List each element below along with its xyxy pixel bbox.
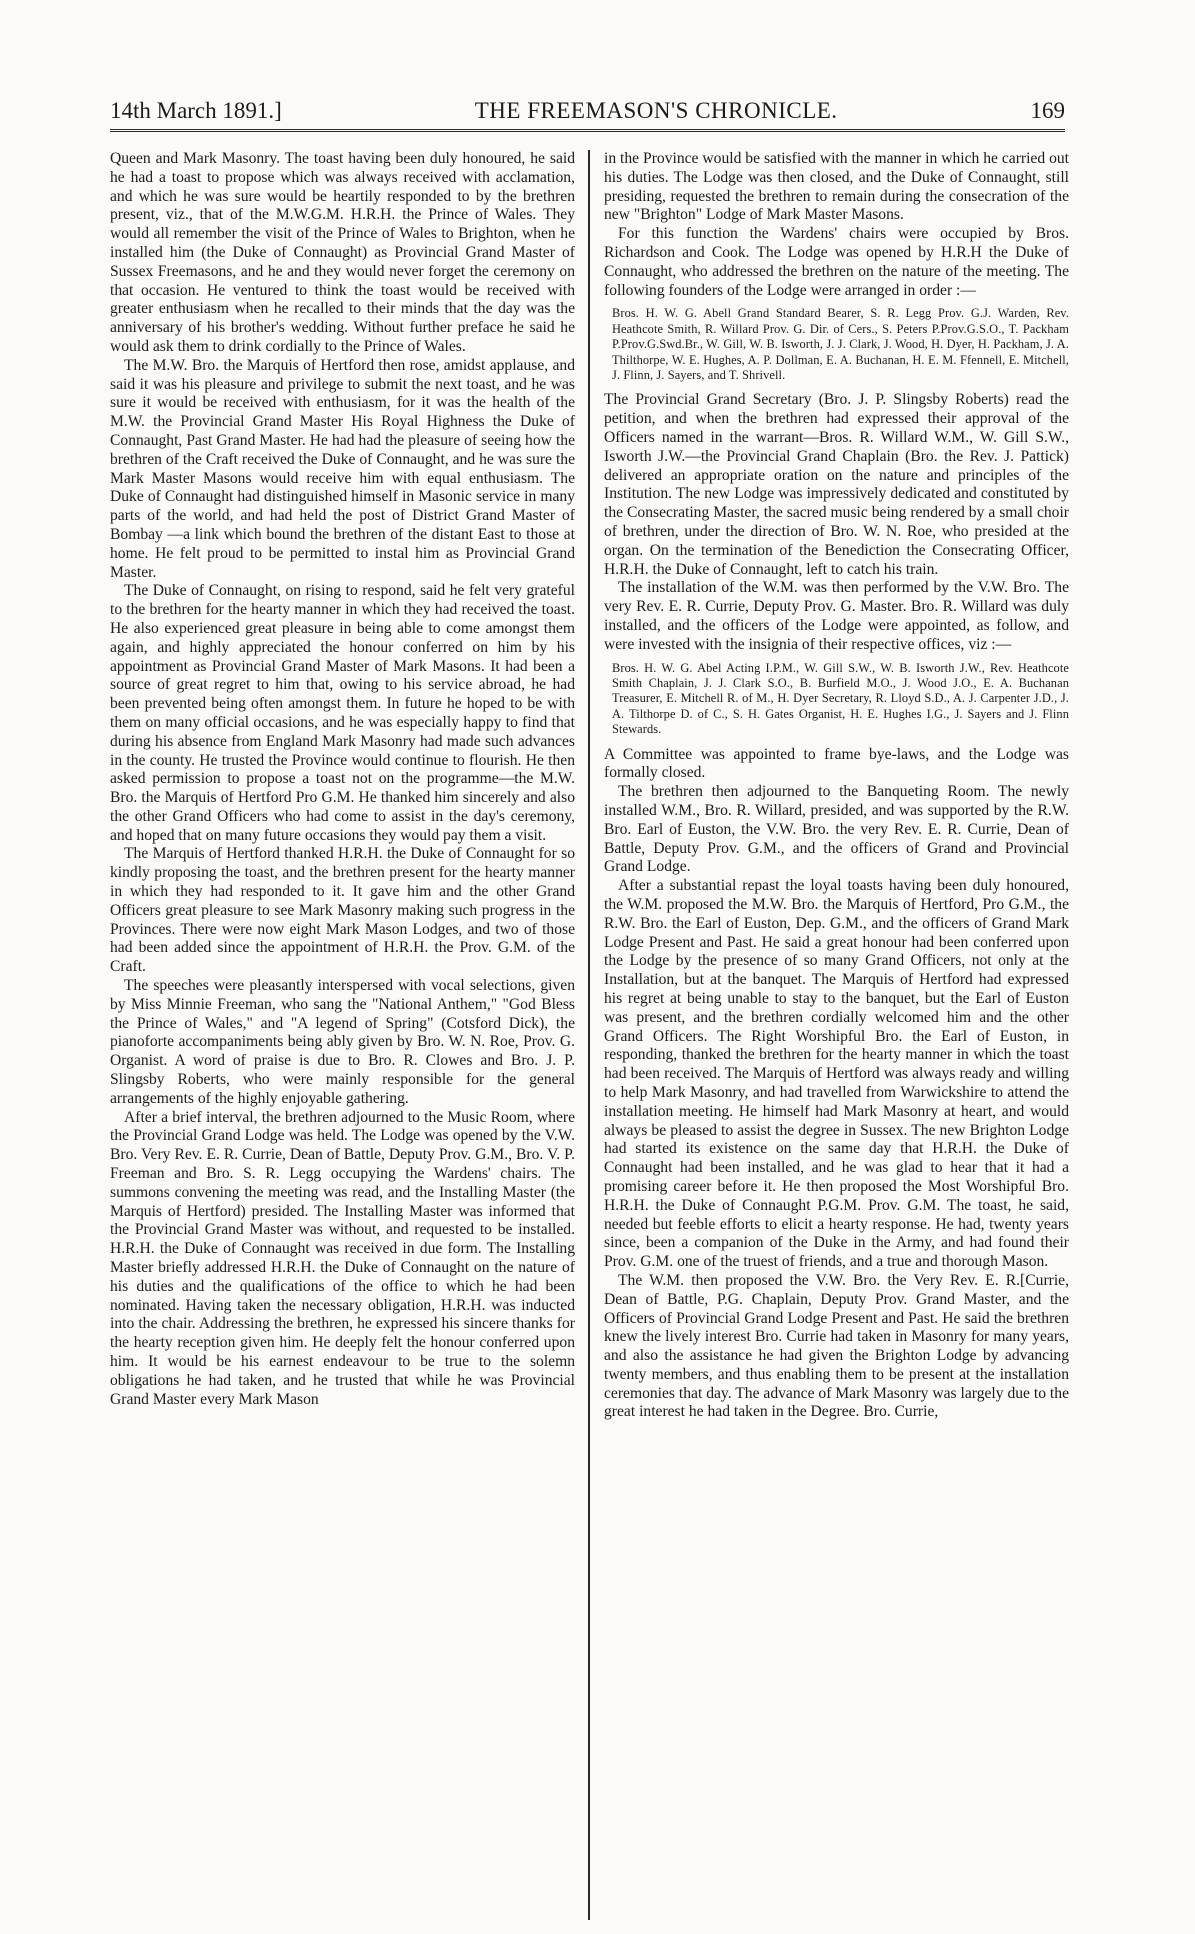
header-rule — [110, 129, 1065, 132]
paragraph: For this function the Wardens' chairs were occupied by Bros. Richardson and Cook. The Lodge was opened by H.R.H the Duke of Connaught, who addressed the brethren on the nature of the meeting. The following founders of the Lodge were arranged in order :— — [604, 225, 1069, 299]
paragraph: The W.M. then proposed the V.W. Bro. the Very Rev. E. R.[Currie, Dean of Battle, P.G. Chaplain, Deputy Prov. Grand Master, and the Officers of Provincial Grand Lodge Present and Past. He said the brethren knew the lively interest Bro. Currie had taken in Masonry for many years, and also the assistance he had given the Brighton Lodge by advancing twenty members, and thus enabling them to be present at the installation ceremonies that day. The advance of Mark Masonry was largely due to the great interest he had taken in the Degree. Bro. Currie, — [604, 1271, 1069, 1421]
page-number: 169 — [1030, 98, 1065, 123]
right-column — [604, 150, 1069, 1920]
publication-title: THE FREEMASON'S CHRONICLE. — [474, 98, 838, 123]
officers-list: Bros. H. W. G. Abel Acting I.P.M., W. Gill S.W., W. B. Isworth J.W., Rev. Heathcote Smith Chaplain, J. J. Clark S.O., B. Burfield M.O., J. Wood J.O., E. A. Buchanan Treasurer, E. Mitchell R. of M., H. Dyer Secretary, R. Lloyd S.D., A. J. Carpenter J.D., J. A. Tilthorpe D. of C., S. H. Gates Organist, H. E. Hughes I.G., J. Sayers and J. Flinn Stewards. — [612, 660, 1069, 737]
paragraph: The M.W. Bro. the Marquis of Hertford then rose, amidst applause, and said it was his pleasure and privilege to submit the next toast, and he was sure it would be received with enthusiasm, for it was the health of the M.W. the Provincial Grand Master His Royal Highness the Duke of Connaught, Past Grand Master. He had had the pleasure of seeing how the brethren of the Craft received the Duke of Connaught, and he was sure the Mark Master Masons would receive him with equal enthusiasm. The Duke of Connaught had distinguished himself in Masonic service in many parts of the world, and had held the post of District Grand Master of Bombay —a link which bound the brethren of the distant East to those at home. He felt proud to be permitted to instal him as Provincial Grand Master. — [110, 356, 575, 581]
column-rule — [588, 150, 590, 1920]
founders-list: Bros. H. W. G. Abell Grand Standard Bearer, S. R. Legg Prov. G.J. Warden, Rev. Heathcote Smith, R. Willard Prov. G. Dir. of Cers., S. Peters P.Prov.G.S.O., T. Packham P.Prov.G.Swd.Br., W. Gill, W. B. Isworth, J. J. Clark, J. Wood, H. Dyer, H. Packham, J. A. Thilthorpe, W. E. Hughes, A. P. Dollman, E. A. Buchanan, H. E. M. Ffennell, E. Mitchell, J. Flinn, J. Sayers, and T. Shrivell. — [612, 306, 1069, 382]
left-column — [110, 150, 575, 1920]
paragraph: in the Province would be satisfied with the manner in which he carried out his duties. The Lodge was then closed, and the Duke of Connaught, still presiding, requested the brethren to remain during the consecration of the new "Brighton" Lodge of Mark Master Masons. — [604, 150, 1069, 224]
paragraph: The Marquis of Hertford thanked H.R.H. the Duke of Connaught for so kindly proposing the toast, and the brethren present for the hearty manner in which they had responded to it. It gave him and the other Grand Officers great pleasure to see Mark Masonry making such progress in the Provinces. There were now eight Mark Mason Lodges, and two of those had been added since the appointment of H.R.H. the Prov. G.M. of the Craft. — [110, 845, 575, 976]
paragraph: The speeches were pleasantly interspersed with vocal selections, given by Miss Minnie Freeman, who sang the "National Anthem," "God Bless the Prince of Wales," and "A legend of Spring" (Cotsford Dick), the pianoforte accompaniments being ably given by Bro. W. N. Roe, Prov. G. Organist. A word of praise is due to Bro. R. Clowes and Bro. J. P. Slingsby Roberts, who were mainly responsible for the general arrangements of the highly enjoyable gathering. — [110, 977, 575, 1107]
paragraph: A Committee was appointed to frame bye-laws, and the Lodge was formally closed. — [604, 745, 1069, 782]
paragraph: Queen and Mark Masonry. The toast having been duly honoured, he said he had a toast to propose which was always received with acclamation, and which he was sure would be heartily responded to by the brethren present, viz., that of the M.W.G.M. H.R.H. the Prince of Wales. They would all remember the visit of the Prince of Wales to Brighton, when he installed him (the Duke of Connaught) as Provincial Grand Master of Sussex Freemasons, and he and they would never forget the ceremony on that occasion. He ventured to think the toast would be received with greater enthusiasm when he recalled to their minds that the day was the anniversary of his brother's wedding. Without further preface he said he would ask them to drink cordially to the Prince of Wales. — [110, 150, 575, 355]
paragraph: The brethren then adjourned to the Banqueting Room. The newly installed W.M., Bro. R. Willard, presided, and was supported by the R.W. Bro. Earl of Euston, the V.W. Bro. the very Rev. E. R. Currie, Dean of Battle, Deputy Prov. G.M., and the officers of Grand and Provincial Grand Lodge. — [604, 783, 1069, 876]
paragraph: The installation of the W.M. was then performed by the V.W. Bro. The very Rev. E. R. Currie, Deputy Prov. G. Master. Bro. R. Willard was duly installed, and the officers of the Lodge were appointed, as follow, and were invested with the insignia of their respective offices, viz :— — [604, 579, 1069, 653]
paragraph: The Provincial Grand Secretary (Bro. J. P. Slingsby Roberts) read the petition, and when the brethren had expressed their approval of the Officers named in the warrant—Bros. R. Willard W.M., W. Gill S.W., Isworth J.W.—the Provincial Grand Chaplain (Bro. the Rev. J. Pattick) delivered an appropriate oration on the nature and principles of the Institution. The new Lodge was impressively dedicated and constituted by the Consecrating Master, the sacred music being rendered by a small choir of brethren, under the direction of Bro. W. N. Roe, who presided at the organ. On the termination of the Benediction the Consecrating Officer, H.R.H. the Duke of Connaught, left to catch his train. — [604, 391, 1069, 578]
issue-date: 14th March 1891.] — [110, 98, 282, 123]
paragraph: After a brief interval, the brethren adjourned to the Music Room, where the Provincial Grand Lodge was held. The Lodge was opened by the V.W. Bro. Very Rev. E. R. Currie, Dean of Battle, Deputy Prov. G.M., Bro. V. P. Freeman and Bro. S. R. Legg occupying the Wardens' chairs. The summons convening the meeting was read, and the Installing Master (the Marquis of Hertford) presided. The Installing Master was informed that the Provincial Grand Master was without, and requested to be installed. H.R.H. the Duke of Connaught was received in due form. The Installing Master briefly addressed H.R.H. the Duke of Connaught on the nature of his duties and the qualifications of the office to which he had been nominated. Having taken the necessary obligation, H.R.H. was inducted into the chair. Addressing the brethren, he expressed his sincere thanks for the hearty reception given him. He deeply felt the honour conferred upon him. It would be his earnest endeavour to be true to the solemn obligations he had taken, and he trusted that while he was Provincial Grand Master every Mark Mason — [110, 1108, 575, 1408]
paragraph: After a substantial repast the loyal toasts having been duly honoured, the W.M. proposed the M.W. Bro. the Marquis of Hertford, Pro G.M., the R.W. Bro. the Earl of Euston, Dep. G.M., and the officers of Grand Mark Lodge Present and Past. He said a great honour had been conferred upon the Lodge by the presence of so many Grand Officers, not only at the Installation, but at the banquet. The Marquis of Hertford had expressed his regret at being unable to stay to the banquet, but the Earl of Euston was present, and the brethren cordially welcomed him and the other Grand Officers. The Right Worshipful Bro. the Earl of Euston, in responding, thanked the brethren for the hearty manner in which the toast had been received. The Marquis of Hertford was always ready and willing to help Mark Masonry, and had travelled from Warwickshire to attend the installation meeting. He himself had Mark Masonry at heart, and would always be pleased to assist the degree in Sussex. The new Brighton Lodge had started its existence on the same day that H.R.H. the Duke of Connaught had been installed, and he was glad to hear that it had a promising career before it. He then proposed the Most Worshipful Bro. H.R.H. the Duke of Connaught P.G.M. Prov. G.M. The toast, he said, needed but feeble efforts to elicit a hearty response. He had, twenty years since, been a companion of the Duke in the Army, and had found their Prov. G.M. one of the truest of friends, and a true and thorough Mason. — [604, 877, 1069, 1271]
page-header — [110, 98, 1065, 128]
paragraph: The Duke of Connaught, on rising to respond, said he felt very grateful to the brethren for the hearty manner in which they had received the toast. He also experienced great pleasure in being able to come amongst them again, and highly appreciated the honour conferred on him by his appointment as Provincial Grand Master of Mark Masons. It had been a source of great regret to him that, owing to his service abroad, he had been prevented being often amongst them. In future he hoped to be with them on many official occasions, and he was especially happy to find that during his absence from England Mark Masonry had made such advances in the county. He trusted the Province would continue to flourish. He then asked permission to propose a toast not on the programme—the M.W. Bro. the Marquis of Hertford Pro G.M. He thanked him sincerely and also the other Grand Officers who had come to assist in the day's ceremony, and hoped that on many future occasions they would pay them a visit. — [110, 582, 575, 844]
